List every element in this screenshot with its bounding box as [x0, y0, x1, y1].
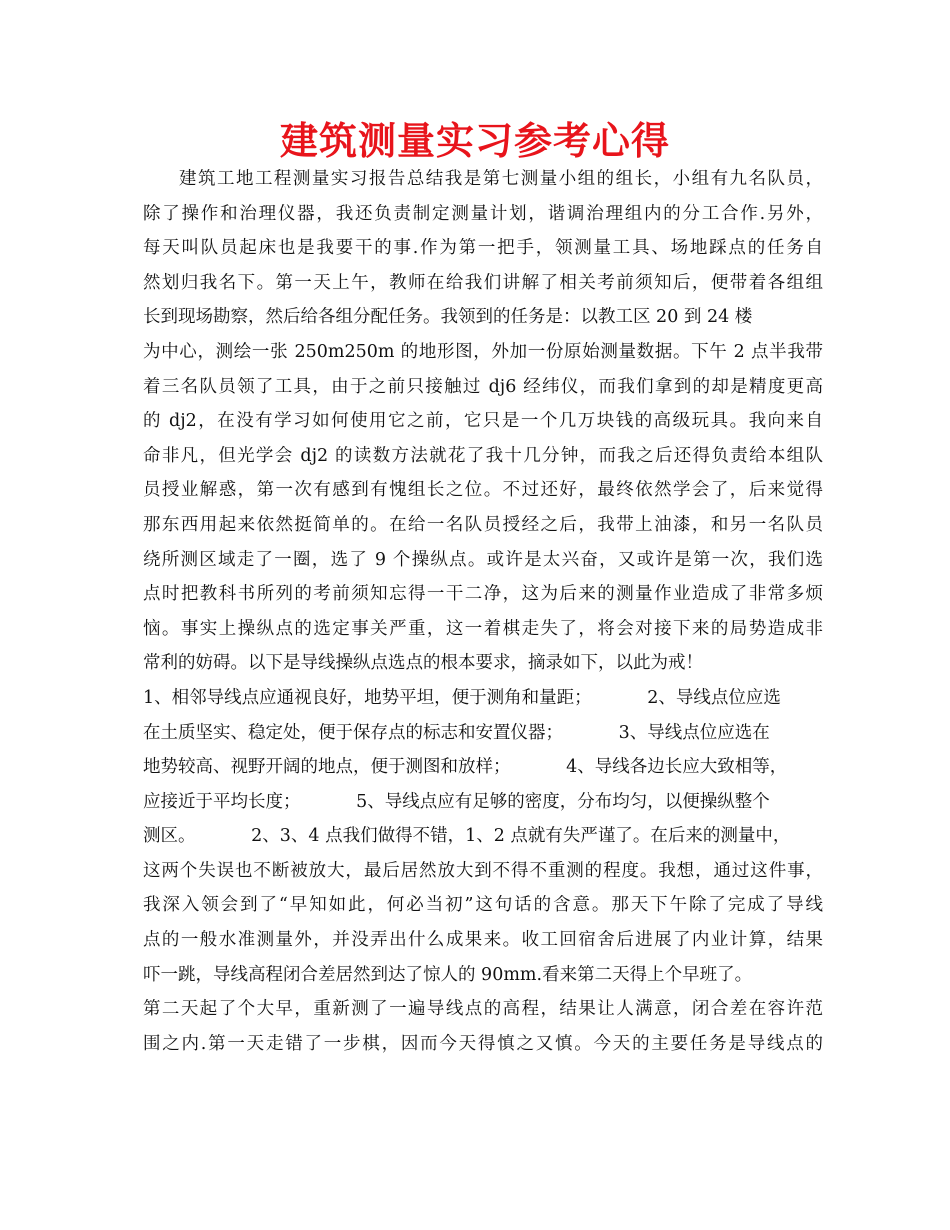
body-line: 1、相邻导线点应通视良好，地势平坦，便于测角和量距； 2、导线点位应选 — [143, 687, 781, 708]
body-line: 地势较高、视野开阔的地点，便于测图和放样； 4、导线各边长应大致相等， — [143, 757, 788, 778]
body-line: 长到现场勘察，然后给各组分配任务。我领到的任务是：以教工区 20 到 24 楼 — [143, 307, 753, 328]
body-line: 员授业解惑，第一次有感到有愧组长之位。不过还好，最终依然学会了，后来觉得 — [143, 480, 823, 501]
body-line: 除了操作和治理仪器，我还负责制定测量计划，谐调治理组内的分工合作.另外， — [143, 203, 823, 224]
body-line: 为中心，测绘一张 250m250m 的地形图，外加一份原始测量数据。下午 2 点半我带 — [143, 341, 823, 362]
body-line: 绕所测区域走了一圈，选了 9 个操纵点。或许是太兴奋，又或许是第一次，我们选 — [143, 549, 823, 570]
body-line: 这两个失误也不断被放大，最后居然放大到不得不重测的程度。我想，通过这件事， — [143, 860, 823, 881]
body-line: 然划归我名下。第一天上午，教师在给我们讲解了相关考前须知后，便带着各组组 — [143, 272, 823, 293]
body-line: 测区。 2、3、4 点我们做得不错，1、2 点就有失严谨了。在后来的测量中， — [143, 826, 791, 847]
body-line: 点的一般水准测量外，并没弄出什么成果来。收工回宿舍后进展了内业计算，结果 — [143, 930, 823, 951]
body-line: 恼。事实上操纵点的选定事关严重，这一着棋走失了，将会对接下来的局势造成非 — [143, 618, 823, 639]
document-body — [143, 162, 823, 1061]
body-line: 着三名队员领了工具，由于之前只接触过 dj6 经纬仪，而我们拿到的却是精度更高 — [143, 376, 823, 397]
body-line: 的 dj2，在没有学习如何使用它之前，它只是一个几万块钱的高级玩具。我向来自 — [143, 411, 823, 432]
body-line: 常利的妨碍。以下是导线操纵点选点的根本要求，摘录如下，以此为戒！ — [143, 653, 703, 674]
body-line: 建筑工地工程测量实习报告总结我是第七测量小组的组长，小组有九名队员， — [179, 169, 823, 189]
body-line: 每天叫队员起床也是我要干的事.作为第一把手，领测量工具、场地踩点的任务自 — [143, 238, 823, 259]
body-line: 第二天起了个大早，重新测了一遍导线点的高程，结果让人满意，闭合差在容许范 — [143, 999, 823, 1020]
body-line: 命非凡，但光学会 dj2 的读数方法就花了我十几分钟，而我之后还得负责给本组队 — [143, 445, 823, 466]
body-line: 应接近于平均长度； 5、导线点应有足够的密度，分布均匀，以便操纵整个 — [143, 791, 770, 812]
body-line: 吓一跳，导线高程闭合差居然到达了惊人的 90mm.看来第二天得上个早班了。 — [143, 964, 753, 985]
body-line: 点时把教科书所列的考前须知忘得一干二净，这为后来的测量作业造成了非常多烦 — [143, 584, 823, 605]
body-line: 我深入领会到了“早知如此，何必当初”这句话的含意。那天下午除了完成了导线 — [143, 895, 823, 916]
body-line: 围之内.第一天走错了一步棋，因而今天得慎之又慎。今天的主要任务是导线点的 — [143, 1033, 823, 1054]
body-line: 那东西用起来依然挺简单的。在给一名队员授经之后，我带上油漆，和另一名队员 — [143, 514, 823, 535]
body-line: 在土质坚实、稳定处，便于保存点的标志和安置仪器； 3、导线点位应选在 — [143, 722, 770, 743]
document-title: 建筑测量实习参考心得 — [279, 119, 670, 163]
